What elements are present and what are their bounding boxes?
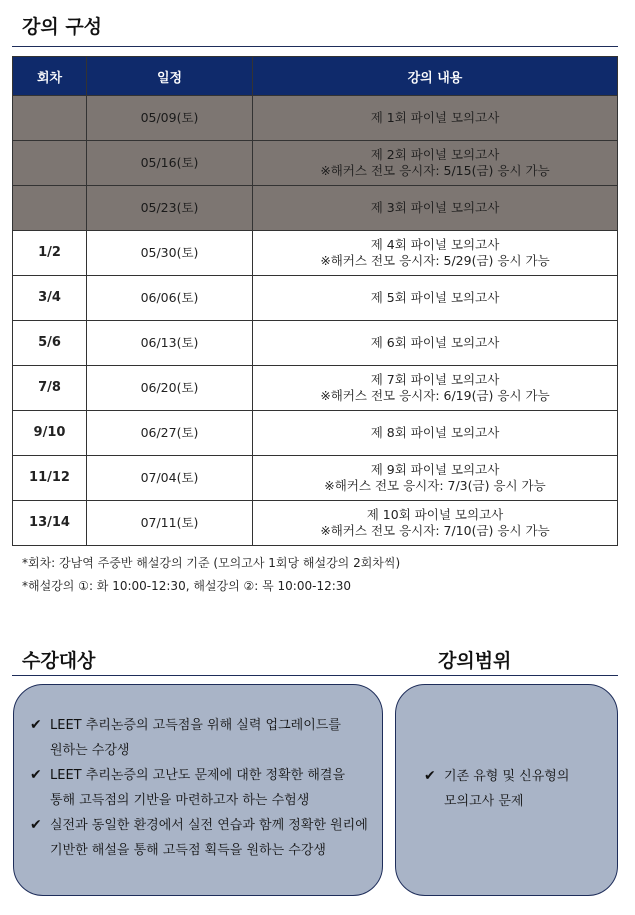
exam-note: ※해커스 전모 응시자: 7/10(금) 응시 가능 [320, 523, 550, 538]
section-title-audience: 수강대상 [22, 650, 96, 672]
table-row [13, 501, 618, 546]
list-item-line: 기반한 해설을 통해 고득점 획득을 원하는 수강생 [50, 843, 326, 858]
section-title-scope: 강의범위 [438, 650, 512, 672]
header-content: 강의 내용 [253, 57, 618, 96]
table-body [13, 96, 618, 546]
list-item-line: 모의고사 문제 [444, 794, 524, 809]
cell-date: 06/20(토) [87, 366, 253, 411]
cell-session: 7/8 [13, 366, 87, 411]
list-item-line: LEET 추리논증의 고득점을 위해 실력 업그레이드를 [50, 718, 341, 733]
table-row [13, 321, 618, 366]
check-icon: ✔ [30, 767, 42, 783]
audience-divider [12, 675, 618, 676]
table-row [13, 96, 618, 141]
lecture-title: 제 5회 파이널 모의고사 [370, 290, 500, 305]
list-item-text [50, 713, 341, 763]
cell-session [13, 96, 87, 141]
cell-date: 07/11(토) [87, 501, 253, 546]
list-item [30, 813, 372, 863]
lecture-title: 제 7회 파이널 모의고사 [370, 372, 500, 387]
cell-content [253, 276, 618, 321]
table-row [13, 141, 618, 186]
table-row [13, 276, 618, 321]
cell-session: 13/14 [13, 501, 87, 546]
cell-session: 11/12 [13, 456, 87, 501]
check-icon: ✔ [30, 717, 42, 733]
lecture-title: 제 4회 파이널 모의고사 [370, 237, 500, 252]
section-title-course-structure: 강의 구성 [22, 16, 103, 38]
footnote-session: *회차: 강남역 주중반 해설강의 기준 (모의고사 1회당 해설강의 2회차씩) [22, 556, 401, 570]
lecture-title: 제 1회 파이널 모의고사 [370, 110, 500, 125]
scope-list [424, 764, 607, 814]
lecture-title: 제 10회 파이널 모의고사 [366, 507, 504, 522]
cell-content [253, 141, 618, 186]
list-item-line: 통해 고득점의 기반을 마련하고자 하는 수험생 [50, 793, 310, 808]
list-item [30, 763, 372, 813]
cell-date: 07/04(토) [87, 456, 253, 501]
cell-content [253, 321, 618, 366]
cell-session [13, 141, 87, 186]
cell-session: 1/2 [13, 231, 87, 276]
footnote-times: *해설강의 ①: 화 10:00-12:30, 해설강의 ②: 목 10:00-12:30 [22, 579, 352, 593]
schedule-table [12, 56, 618, 546]
cell-date: 05/30(토) [87, 231, 253, 276]
cell-date: 06/27(토) [87, 411, 253, 456]
lecture-title: 제 2회 파이널 모의고사 [370, 147, 500, 162]
table-row [13, 231, 618, 276]
cell-content [253, 96, 618, 141]
exam-note: ※해커스 전모 응시자: 5/29(금) 응시 가능 [320, 253, 550, 268]
cell-date: 05/23(토) [87, 186, 253, 231]
lecture-title: 제 9회 파이널 모의고사 [370, 462, 500, 477]
cell-content [253, 186, 618, 231]
cell-date: 06/06(토) [87, 276, 253, 321]
list-item-text [50, 813, 368, 863]
list-item [424, 764, 607, 814]
table-header-row [13, 57, 618, 96]
lecture-title: 제 3회 파이널 모의고사 [370, 200, 500, 215]
table-row [13, 456, 618, 501]
exam-note: ※해커스 전모 응시자: 5/15(금) 응시 가능 [320, 163, 550, 178]
cell-date: 05/16(토) [87, 141, 253, 186]
table-row [13, 366, 618, 411]
table-row [13, 411, 618, 456]
cell-session: 3/4 [13, 276, 87, 321]
cell-content [253, 366, 618, 411]
cell-content [253, 411, 618, 456]
list-item-line: 실전과 동일한 환경에서 실전 연습과 함께 정확한 원리에 [50, 818, 368, 833]
list-item-line: LEET 추리논증의 고난도 문제에 대한 정확한 해결을 [50, 768, 346, 783]
check-icon: ✔ [424, 768, 436, 784]
cell-content [253, 501, 618, 546]
list-item-line: 기존 유형 및 신유형의 [444, 769, 570, 784]
header-session: 회차 [13, 57, 87, 96]
cell-session: 5/6 [13, 321, 87, 366]
list-item-text [50, 763, 345, 813]
exam-note: ※해커스 전모 응시자: 7/3(금) 응시 가능 [324, 478, 546, 493]
check-icon: ✔ [30, 817, 42, 833]
audience-list [30, 713, 372, 863]
lecture-title: 제 6회 파이널 모의고사 [370, 335, 500, 350]
cell-content [253, 456, 618, 501]
table-row [13, 186, 618, 231]
cell-content [253, 231, 618, 276]
list-item-line: 원하는 수강생 [50, 743, 130, 758]
cell-session [13, 186, 87, 231]
exam-note: ※해커스 전모 응시자: 6/19(금) 응시 가능 [320, 388, 550, 403]
audience-box [13, 684, 383, 896]
list-item [30, 713, 372, 763]
list-item-text [444, 764, 569, 814]
lecture-title: 제 8회 파이널 모의고사 [370, 425, 500, 440]
title-divider [12, 46, 618, 47]
scope-box [395, 684, 618, 896]
cell-date: 05/09(토) [87, 96, 253, 141]
cell-date: 06/13(토) [87, 321, 253, 366]
cell-session: 9/10 [13, 411, 87, 456]
header-date: 일정 [87, 57, 253, 96]
